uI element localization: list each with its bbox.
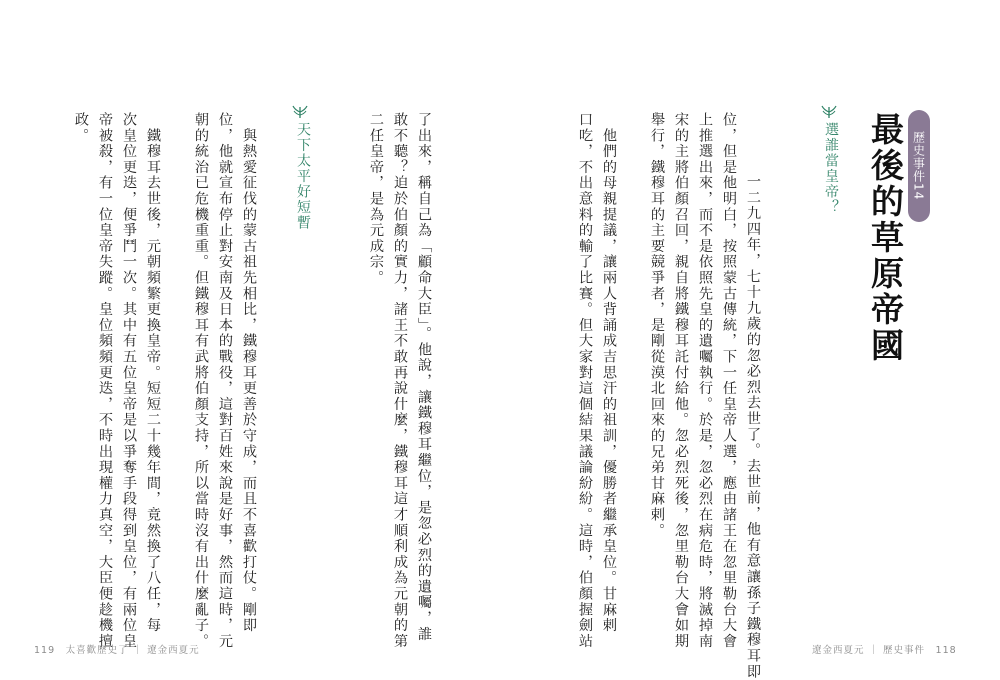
event-tag: 歷史事件14 bbox=[908, 110, 930, 222]
text-column: 他們的母親提議，讓兩人背誦成吉思汗的祖訓，優勝者繼承皇位。甘麻剌 bbox=[601, 112, 617, 634]
text-column: 口吃，不出意料的輸了比賽。但大家對這個結果議論紛紛。這時，伯顏握劍站 bbox=[577, 112, 593, 650]
subhead-peace: 天下太平好短暫 bbox=[295, 122, 311, 231]
text-column: 舉行，鐵穆耳的主要競爭者，是剛從漠北回來的兄弟甘麻剌。 bbox=[649, 112, 665, 539]
text-column: 敢不聽？迫於伯顏的實力，諸王不敢再說什麼，鐵穆耳這才順利成為元朝的第 bbox=[392, 112, 408, 650]
text-column: 一二九四年，七十九歲的忽必烈去世了。去世前，他有意讓孫子鐵穆耳即 bbox=[745, 174, 761, 680]
text-column: 上推選出來，而不是依照先皇的遺囑執行。於是，忽必烈在病危時，將滅掉南 bbox=[697, 112, 713, 650]
sprig-icon bbox=[820, 104, 838, 118]
chapter-title: 最後的草原帝國 bbox=[866, 112, 905, 364]
text-column: 宋的主將伯顏召回，親自將鐵穆耳託付給他。忽必烈死後，忽里勒台大會如期 bbox=[673, 112, 689, 650]
text-column: 二任皇帝，是為元成宗。 bbox=[368, 112, 384, 286]
subhead-who-emperor: 選誰當皇帝？ bbox=[823, 122, 839, 215]
text-column: 次皇位更迭，便爭鬥一次。其中有五位皇帝是以爭奪手段得到皇位，有兩位皇 bbox=[121, 112, 137, 650]
text-column: 政。 bbox=[73, 112, 89, 144]
text-column: 朝的統治已危機重重。但鐵穆耳有武將伯顏支持，所以當時沒有出什麼亂子。 bbox=[193, 112, 209, 650]
text-column: 了出來，稱自己為「顧命大臣」。他說，讓鐵穆耳繼位，是忽必烈的遺囑，誰 bbox=[416, 112, 432, 643]
text-column: 位，他就宣布停止對安南及日本的戰役，這對百姓來說是好事，然而這時，元 bbox=[217, 112, 233, 650]
text-column: 鐵穆耳去世後，元朝頻繁更換皇帝。短短二十幾年間，竟然換了八任，每 bbox=[145, 112, 161, 634]
sprig-icon bbox=[291, 104, 309, 118]
footer-left: 119 太喜歡歷史了 ｜ 遼金西夏元 bbox=[34, 645, 200, 656]
text-column: 與熱愛征伐的蒙古祖先相比，鐵穆耳更善於守成，而且不喜歡打仗。剛即 bbox=[241, 112, 257, 634]
text-column: 帝被殺，有一位皇帝失蹤。皇位頻頻更迭，不時出現權力真空，大臣便趁機擅 bbox=[97, 112, 113, 650]
footer-right: 遼金西夏元 ｜ 歷史事件 118 bbox=[812, 645, 957, 656]
text-column: 位，但是他明白，按照蒙古傳統，下一任皇帝人選，應由諸王在忽里勒台大會 bbox=[721, 112, 737, 650]
